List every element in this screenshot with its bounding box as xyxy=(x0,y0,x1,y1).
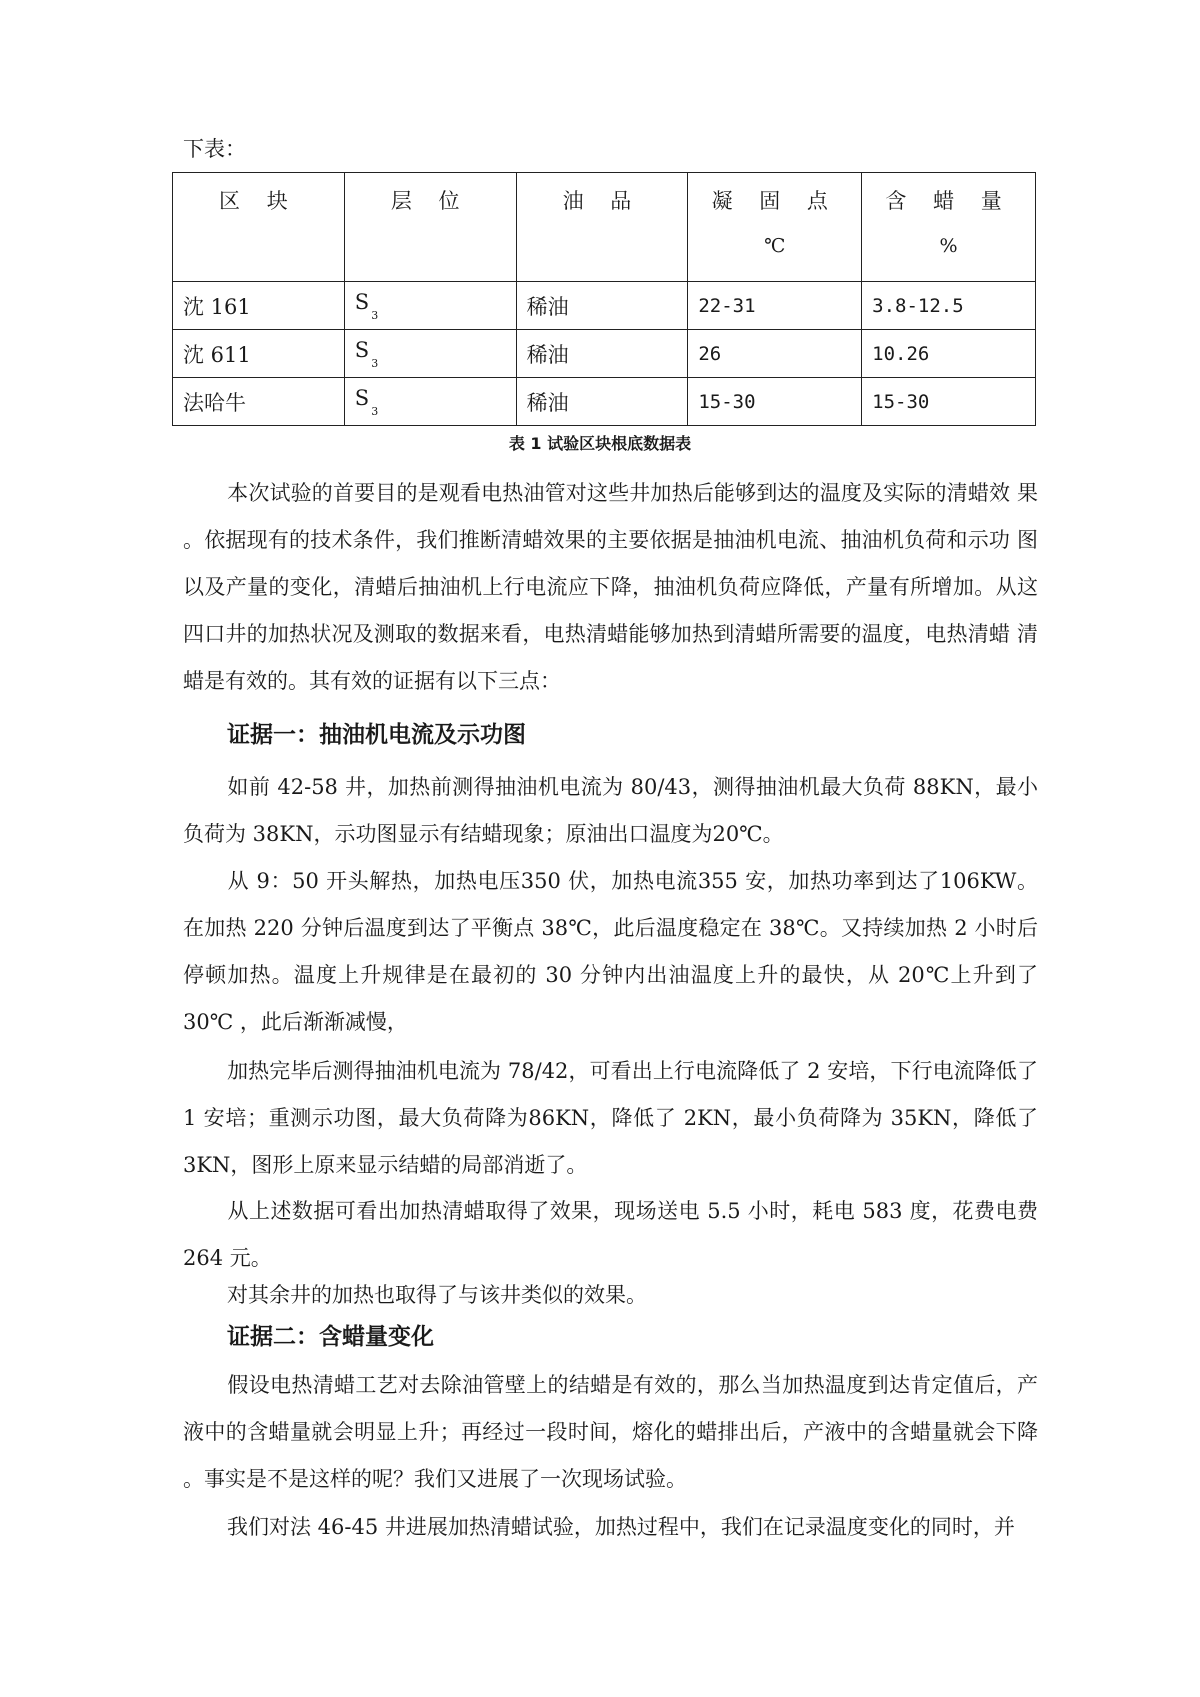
cell-block: 沈 611 xyxy=(173,330,345,378)
paragraph: 假设电热清蜡工艺对去除油管壁上的结蜡是有效的，那么当加热温度到达肯定值后，产液中的含蜡量就会明显上升；再经过一段时间，熔化的蜡排出后，产液中的含蜡量就会下降 。事实是不是这样的呢？我们又进展了一次现场试验。 xyxy=(183,1373,1038,1491)
cell-wax: 10.26 xyxy=(862,330,1036,378)
cell-layer: $S_3$ xyxy=(344,378,516,426)
cell-layer: $S_3$ xyxy=(344,330,516,378)
section-heading: 证据二：含蜡量变化 xyxy=(227,1324,434,1350)
table-caption: 表 1 试验区块根底数据表 xyxy=(508,434,692,453)
header-cell-pour-point: 凝 固 点 ℃ xyxy=(688,173,862,282)
cell-wax: 3.8-12.5 xyxy=(862,282,1036,330)
table-header-row xyxy=(173,173,1036,282)
paragraph: 加热完毕后测得抽油机电流为 78/42，可看出上行电流降低了 2 安培，下行电流降低了 1 安培；重测示功图，最大负荷降为86KN，降低了 2KN，最小负荷降为 35KN，降低了 3KN，图形上原来显示结蜡的局部消逝了。 xyxy=(183,1059,1038,1177)
paragraph: 我们对法 46-45 井进展加热清蜡试验，加热过程中，我们在记录温度变化的同时，并 xyxy=(227,1515,1015,1539)
cell-oil: 稀油 xyxy=(516,378,688,426)
header-cell-block: 区 块 xyxy=(173,173,345,282)
cell-pour-point: 15-30 xyxy=(688,378,862,426)
cell-block: 法哈牛 xyxy=(173,378,345,426)
cell-oil: 稀油 xyxy=(516,330,688,378)
cell-layer: $S_3$ xyxy=(344,282,516,330)
cell-wax: 15-30 xyxy=(862,378,1036,426)
cell-oil: 稀油 xyxy=(516,282,688,330)
intro-text: 下表： xyxy=(183,137,246,161)
cell-block: 沈 161 xyxy=(173,282,345,330)
data-table xyxy=(172,172,1036,426)
paragraph: 本次试验的首要目的是观看电热油管对这些井加热后能够到达的温度及实际的清蜡效 果 。依据现有的技术条件，我们推断清蜡效果的主要依据是抽油机电流、抽油机负荷和示功 图以及产量的变化，清蜡后抽油机上行电流应下降，抽油机负荷应降低，产量有所增加。从这四口井的加热状况及测取的数据来看，电热清蜡能够加热到清蜡所需要的温度，电热清蜡 清蜡是有效的。其有效的证据有以下三点： xyxy=(183,481,1038,693)
table-row xyxy=(173,378,1036,426)
paragraph: 对其余井的加热也取得了与该井类似的效果。 xyxy=(227,1283,647,1307)
header-cell-wax: 含 蜡 量 % xyxy=(862,173,1036,282)
pour-point-unit: ℃ xyxy=(764,235,786,257)
paragraph: 从上述数据可看出加热清蜡取得了效果，现场送电 5.5 小时，耗电 583 度，花费电费 264 元。 xyxy=(183,1199,1038,1270)
paragraph: 如前 42-58 井，加热前测得抽油机电流为 80/43，测得抽油机最大负荷 88KN，最小负荷为 38KN，示功图显示有结蜡现象；原油出口温度为20℃。 xyxy=(183,775,1038,846)
table-row xyxy=(173,330,1036,378)
header-cell-oil: 油 品 xyxy=(516,173,688,282)
wax-unit: % xyxy=(939,235,958,257)
cell-pour-point: 26 xyxy=(688,330,862,378)
section-heading: 证据一：抽油机电流及示功图 xyxy=(227,722,526,748)
table-row xyxy=(173,282,1036,330)
paragraph: 从 9：50 开头解热，加热电压350 伏，加热电流355 安，加热功率到达了106KW。在加热 220 分钟后温度到达了平衡点 38℃，此后温度稳定在 38℃。又持续加热 2 小时后停顿加热。温度上升规律是在最初的 30 分钟内出油温度上升的最快，从 20℃上升到了 30℃ ，此后渐渐减慢， xyxy=(183,869,1038,1034)
header-cell-layer: 层 位 xyxy=(344,173,516,282)
cell-pour-point: 22-31 xyxy=(688,282,862,330)
